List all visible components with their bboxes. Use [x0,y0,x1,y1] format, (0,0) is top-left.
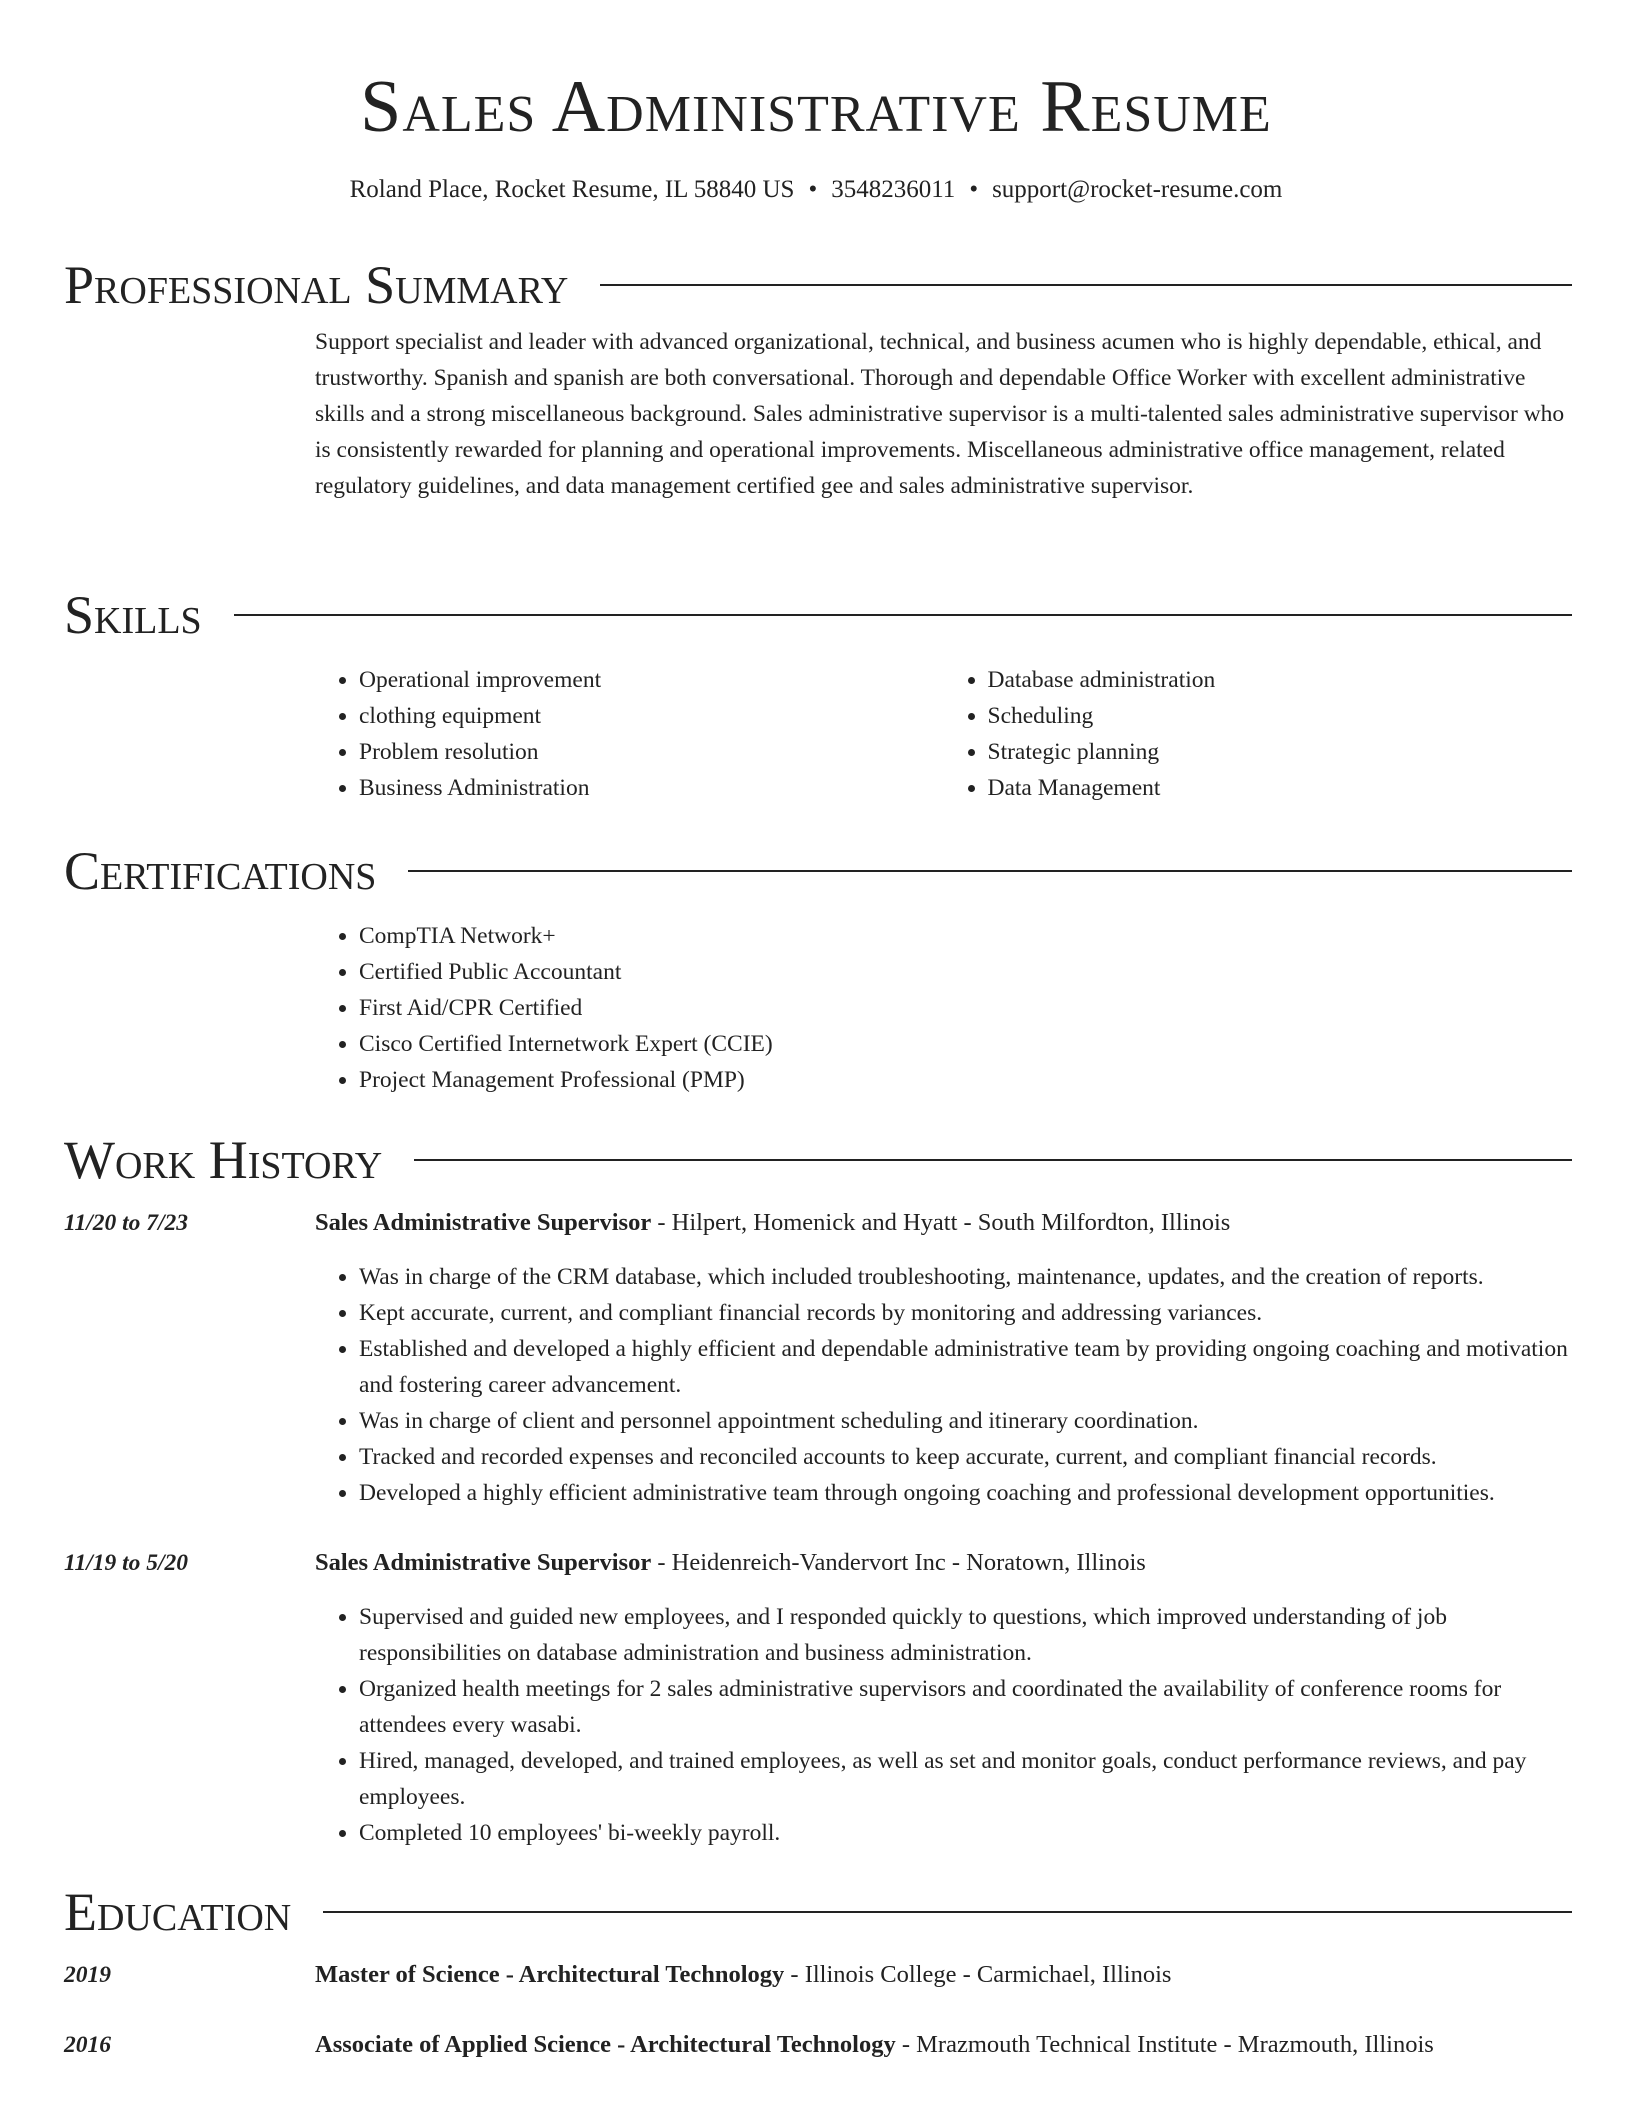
certification-item: • CompTIA Network+ [359,918,1572,954]
job-bullet-list [315,1259,1572,1511]
education-school: - Illinois College - Carmichael, Illinois [784,1961,1172,1988]
job-entry [64,1205,1572,1511]
job-bullet: • Kept accurate, current, and compliant financial records by monitoring and addressing variances. [359,1295,1572,1331]
education-entry [64,1957,1572,1993]
certification-item: • Cisco Certified Internetwork Expert (CCIE) [359,1026,1572,1062]
job-bullet: • Hired, managed, developed, and trained employees, as well as set and monitor goals, conduct performance reviews, and pay employees. [359,1743,1572,1815]
section-divider [323,1911,1572,1913]
certifications-heading: Certifications [64,841,377,901]
certifications-section [64,836,1572,1098]
skill-item: • clothing equipment [359,698,944,734]
skills-list-left [315,662,944,806]
summary-heading: Professional Summary [64,255,569,315]
skill-item: • Business Administration [359,770,944,806]
contact-separator: • [808,176,818,203]
section-divider [600,284,1572,286]
job-bullet: • Tracked and recorded expenses and reconciled accounts to keep accurate, current, and compliant financial records. [359,1439,1572,1475]
education-headline [315,1957,1171,1993]
certifications-header [64,836,1572,906]
job-bullet-list [315,1599,1572,1851]
contact-address: Roland Place, Rocket Resume, IL 58840 US [349,176,795,203]
certification-item: • Certified Public Accountant [359,954,1572,990]
job-bullet: • Developed a highly efficient administrative team through ongoing coaching and professional development opportunities. [359,1475,1572,1511]
job-bullets [315,1259,1572,1511]
contact-line [0,174,1632,206]
contact-email: support@rocket-resume.com [992,176,1283,203]
education-year: 2016 [64,2032,111,2058]
skills-list-right [944,662,1573,806]
skill-item: • Operational improvement [359,662,944,698]
education-heading: Education [64,1882,292,1942]
resume-title: Sales Administrative Resume [360,66,1272,148]
job-bullet: • Supervised and guided new employees, and I responded quickly to questions, which improved understanding of job responsibilities on database administration and business administration. [359,1599,1572,1671]
skills-header [64,580,1572,650]
job-dates: 11/19 to 5/20 [64,1550,189,1576]
job-bullet: • Organized health meetings for 2 sales administrative supervisors and coordinated the availability of conference rooms for attendees every wasabi. [359,1671,1572,1743]
skill-item: • Scheduling [988,698,1573,734]
certification-item: • Project Management Professional (PMP) [359,1062,1572,1098]
certification-item: • First Aid/CPR Certified [359,990,1572,1026]
job-header [64,1545,1572,1581]
contact-separator: • [969,176,979,203]
skill-item: • Strategic planning [988,734,1573,770]
section-divider [408,870,1572,872]
job-title: Sales Administrative Supervisor [315,1549,652,1576]
work-history-section [64,1125,1572,1851]
job-bullet: • Was in charge of client and personnel appointment scheduling and itinerary coordination. [359,1403,1572,1439]
skills-grid [315,662,1572,806]
skill-item: • Data Management [988,770,1573,806]
summary-header [64,250,1572,320]
education-degree: Master of Science - Architectural Technology [315,1961,785,1988]
summary-text: Support specialist and leader with advanced organizational, technical, and business acumen who is highly dependable, ethical, and trustworthy. Spanish and spanish are both conversational. Thorough and dependable Office Worker with excellent administrative skills and a strong miscellaneous background. Sales administrative supervisor is a multi-talented sales administrative supervisor who is consistently rewarded for planning and operational improvements. Miscellaneous administrative office management, related regulatory guidelines, and data management certified gee and sales administrative supervisor. [315,329,1565,499]
job-entry [64,1545,1572,1851]
job-title: Sales Administrative Supervisor [315,1209,652,1236]
contact-phone: 3548236011 [831,176,956,203]
work-history-header [64,1125,1572,1195]
education-entry [64,2027,1572,2063]
section-divider [414,1159,1572,1161]
job-bullets [315,1599,1572,1851]
job-bullet: • Was in charge of the CRM database, which included troubleshooting, maintenance, updates, and the creation of reports. [359,1259,1572,1295]
work-history-heading: Work History [64,1130,383,1190]
job-headline [315,1205,1230,1241]
education-header [64,1877,1572,1947]
skills-heading: Skills [64,585,202,645]
education-school: - Mrazmouth Technical Institute - Mrazmouth, Illinois [895,2031,1434,2058]
education-degree: Associate of Applied Science - Architectural Technology [315,2031,896,2058]
education-year: 2019 [64,1962,111,1988]
certifications-list [315,918,1572,1098]
job-dates: 11/20 to 7/23 [64,1210,189,1236]
skills-section [64,580,1572,806]
job-headline [315,1545,1146,1581]
skill-item: • Database administration [988,662,1573,698]
job-header [64,1205,1572,1241]
job-employer: - Hilpert, Homenick and Hyatt - South Milfordton, Illinois [651,1209,1231,1236]
education-headline [315,2027,1434,2063]
certifications-content [315,918,1572,1098]
job-employer: - Heidenreich-Vandervort Inc - Noratown, Illinois [651,1549,1146,1576]
section-divider [234,614,1572,616]
job-bullet: • Established and developed a highly efficient and dependable administrative team by providing ongoing coaching and motivation and fostering career advancement. [359,1331,1572,1403]
summary-section [64,250,1572,504]
skill-item: • Problem resolution [359,734,944,770]
job-bullet: • Completed 10 employees' bi-weekly payroll. [359,1815,1572,1851]
education-section [64,1877,1572,2063]
